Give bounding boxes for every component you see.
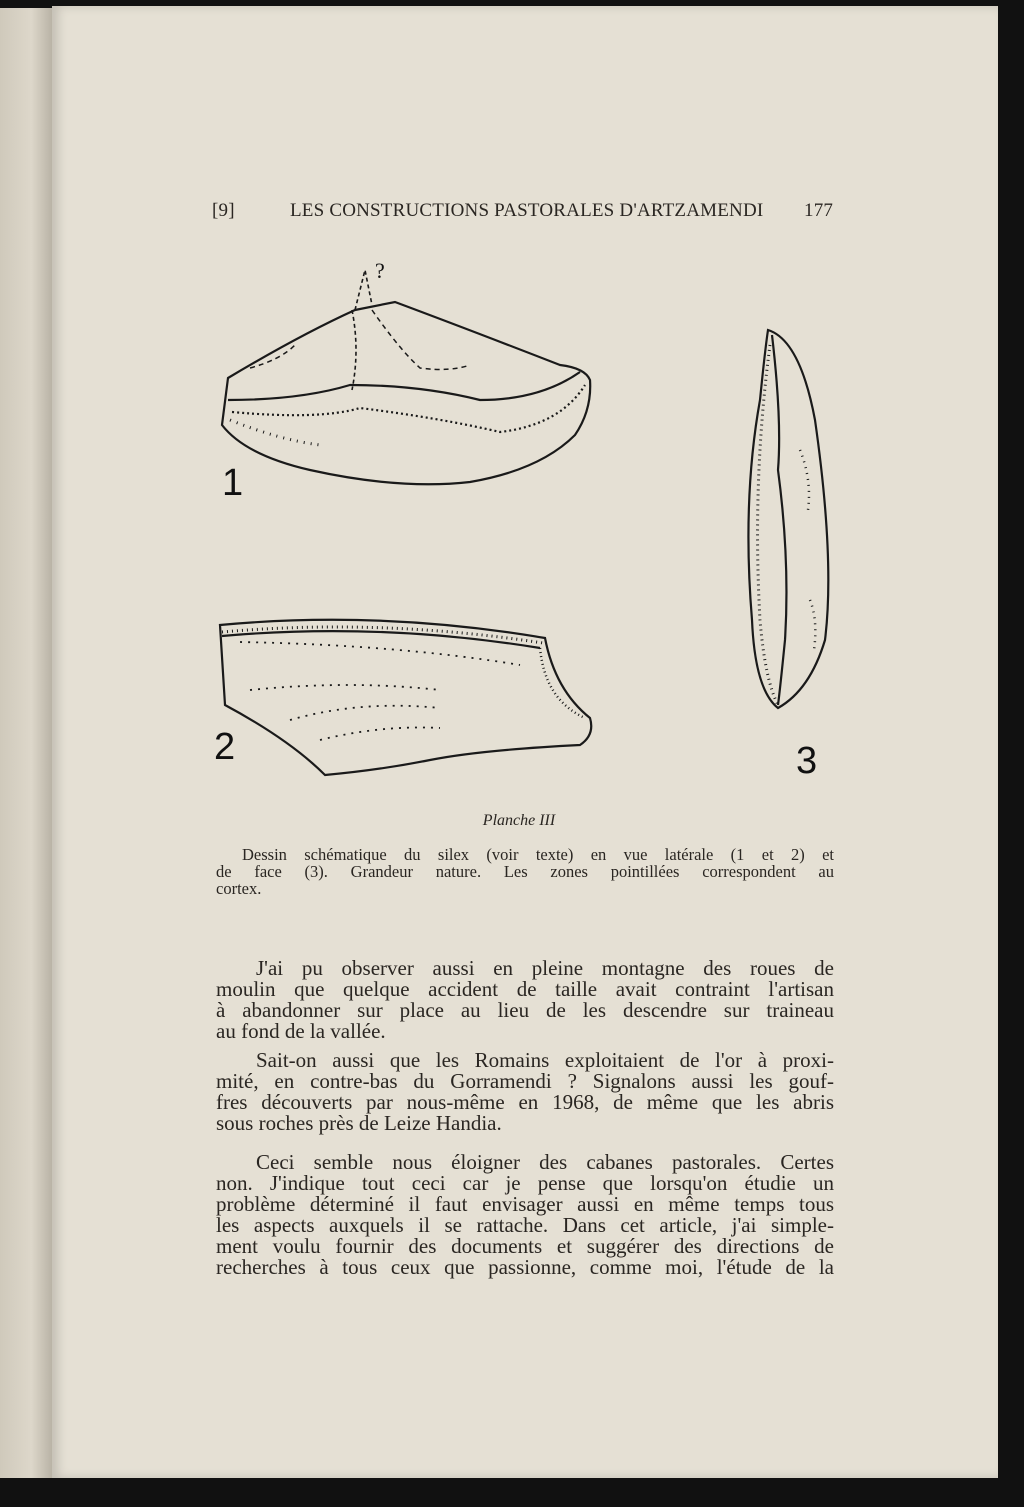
- figure-label-3: 3: [796, 740, 818, 782]
- text-line: moulin que quelque accident de taille avait contraint l'artisan: [216, 977, 834, 1001]
- text-line: les aspects auxquels il se rattache. Dans cet article, j'ai simple-: [216, 1213, 834, 1237]
- text-line: Ceci semble nous éloigner des cabanes pastorales. Certes: [256, 1150, 834, 1174]
- text-line: Sait-on aussi que les Romains exploitaient de l'or à proxi-: [256, 1048, 834, 1072]
- text-line: au fond de la vallée.: [216, 1019, 386, 1043]
- caption-line: de face (3). Grandeur nature. Les zones pointillées correspondent au: [216, 862, 834, 881]
- drawing-3-face-view: [748, 330, 828, 708]
- figure-label-1: 1: [222, 462, 244, 504]
- text-line: fres découverts par nous-même en 1968, de même que les abris: [216, 1090, 834, 1114]
- paragraph-3: [216, 1152, 834, 1278]
- section-number: [9]: [212, 200, 235, 221]
- text-line: sous roches près de Leize Handia.: [216, 1111, 502, 1135]
- running-title: LES CONSTRUCTIONS PASTORALES D'ARTZAMENDI: [290, 200, 764, 221]
- drawing-1-lateral-view: [222, 270, 590, 484]
- text-line: à abandonner sur place au lieu de les descendre sur traineau: [216, 998, 834, 1022]
- page-number: 177: [804, 200, 834, 221]
- caption-line: cortex.: [216, 879, 262, 898]
- paragraph-1: [216, 958, 834, 1042]
- paragraph-2: [216, 1050, 834, 1134]
- drawing-2-lateral-view: [220, 620, 591, 775]
- text-line: recherches à tous ceux que passionne, comme moi, l'étude de la: [216, 1255, 834, 1279]
- question-mark-label: ?: [375, 258, 385, 283]
- text-line: non. J'indique tout ceci car je pense que lorsqu'on étudie un: [216, 1171, 834, 1195]
- text-line: mité, en contre-bas du Gorramendi ? Signalons aussi les gouf-: [216, 1069, 834, 1093]
- figure-caption: [216, 846, 834, 897]
- text-line: ment voulu fournir des documents et suggérer des directions de: [216, 1234, 834, 1258]
- text-line: problème déterminé il faut envisager aussi en même temps tous: [216, 1192, 834, 1216]
- plate-title: Planche III: [482, 812, 556, 829]
- caption-line: Dessin schématique du silex (voir texte) en vue latérale (1 et 2) et: [242, 845, 834, 864]
- text-line: J'ai pu observer aussi en pleine montagne des roues de: [256, 956, 834, 980]
- figure-label-2: 2: [214, 726, 236, 768]
